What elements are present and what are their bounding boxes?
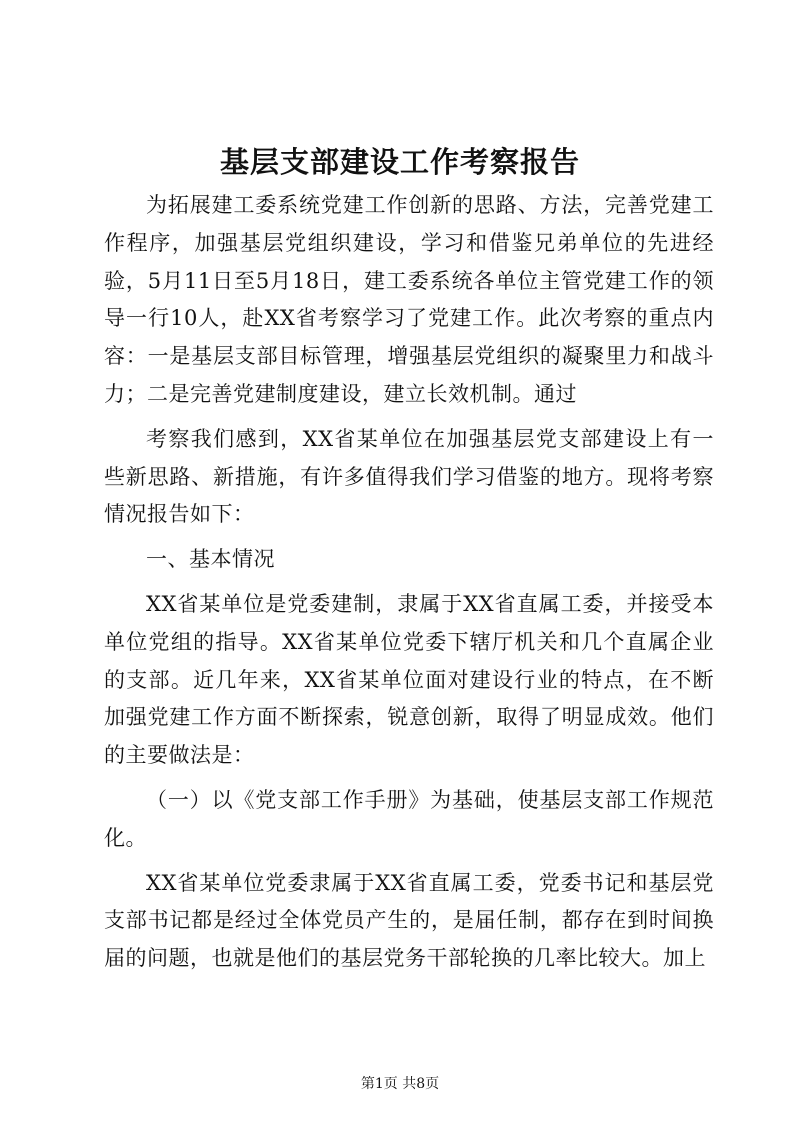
document-title: 基层支部建设工作考察报告 [219,145,580,179]
paragraph-findings: 考察我们感到，XX省某单位在加强基层党支部建设上有一些新思路、新措施，有许多值得我们学习借鉴的地方。现将考察情况报告如下： [104,426,714,527]
page-footer: 第1页 共8页 [360,1076,440,1092]
paragraph-basic-situation: XX省某单位是党委建制，隶属于XX省直属工委，并接受本单位党组的指导。XX省某单位党委下辖厅机关和几个直属企业的支部。近几年来，XX省某单位面对建设行业的特点，在不断加强党建工作方面不断探索，锐意创新，取得了明显成效。他们的主要做法是： [104,591,714,768]
paragraph-handbook: XX省某单位党委隶属于XX省直属工委，党委书记和基层党支部书记都是经过全体党员产生的，是届任制，都存在到时间换届的问题，也就是他们的基层党务干部轮换的几率比较大。加上 [104,870,714,971]
paragraph-intro: 为拓展建工委系统党建工作创新的思路、方法，完善党建工作程序，加强基层党组织建设，学习和借鉴兄弟单位的先进经验，5月11日至5月18日，建工委系统各单位主管党建工作的领导一行10人，赴XX省考察学习了党建工作。此次考察的重点内容：一是基层支部目标管理，增强基层党组织的凝聚里力和战斗力；二是完善党建制度建设，建立长效机制。通过 [104,193,714,406]
subsection-heading-handbook: （一）以《党支部工作手册》为基础，使基层支部工作规范化。 [104,787,714,850]
section-heading-basic-situation: 一、基本情况 [146,547,275,572]
document-body [104,187,714,978]
